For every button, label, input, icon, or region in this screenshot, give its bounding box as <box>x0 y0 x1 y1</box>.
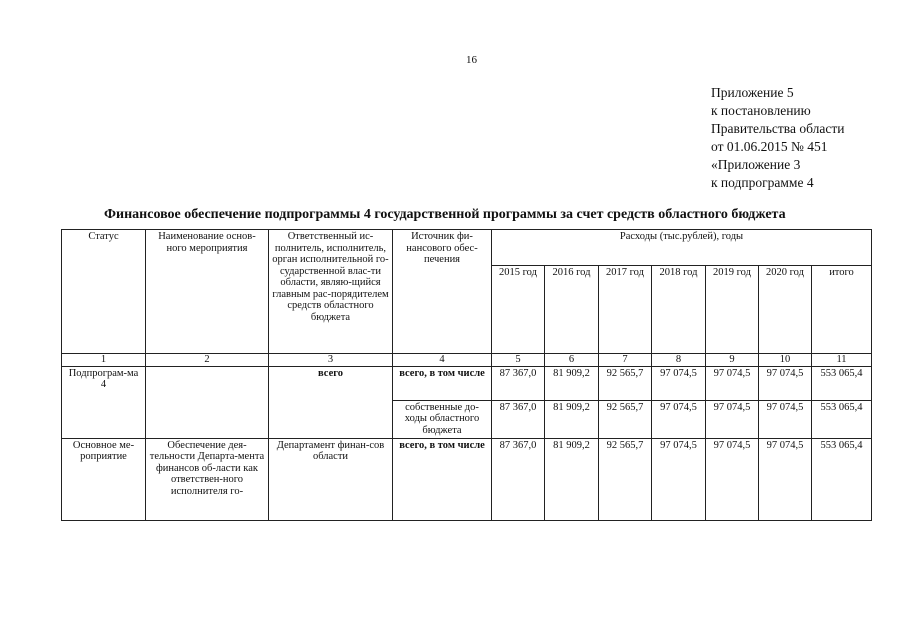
value-cell: 97 074,5 <box>706 366 759 400</box>
row-event <box>146 366 269 438</box>
header-year: 2017 год <box>599 266 652 354</box>
appendix-line: к постановлению <box>711 103 811 118</box>
total-cell: 553 065,4 <box>812 438 872 520</box>
table-row <box>62 438 872 520</box>
header-executor: Ответственный ис-полнитель, исполнитель, орган исполнительной го-сударственной влас-ти области, являю-щийся главным рас-порядителем средств областного бюджета <box>269 230 393 354</box>
value-cell: 92 565,7 <box>599 366 652 400</box>
value-cell: 92 565,7 <box>599 400 652 438</box>
value-cell: 97 074,5 <box>759 438 812 520</box>
header-source: Источник фи-нансового обес-печения <box>393 230 492 354</box>
header-status: Статус <box>62 230 146 354</box>
value-cell: 97 074,5 <box>706 400 759 438</box>
row-executor: всего <box>269 366 393 438</box>
header-year: 2016 год <box>545 266 599 354</box>
column-number: 4 <box>393 354 492 367</box>
value-cell: 87 367,0 <box>492 438 545 520</box>
value-cell: 97 074,5 <box>706 438 759 520</box>
row-source: всего, в том числе <box>393 366 492 400</box>
total-cell: 553 065,4 <box>812 366 872 400</box>
value-cell: 97 074,5 <box>652 400 706 438</box>
row-event: Обеспечение дея-тельности Департа-мента финансов об-ласти как ответствен-ного исполнителя го- <box>146 438 269 520</box>
value-cell: 81 909,2 <box>545 438 599 520</box>
column-number-row <box>62 354 872 367</box>
appendix-line: от 01.06.2015 № 451 <box>711 139 828 154</box>
row-source: всего, в том числе <box>393 438 492 520</box>
column-number: 10 <box>759 354 812 367</box>
row-source: собственные до-ходы областного бюджета <box>393 400 492 438</box>
table-row <box>62 366 872 400</box>
value-cell: 87 367,0 <box>492 366 545 400</box>
column-number: 7 <box>599 354 652 367</box>
header-row-top <box>62 230 872 266</box>
header-year: 2015 год <box>492 266 545 354</box>
column-number: 9 <box>706 354 759 367</box>
appendix-block <box>711 84 844 192</box>
document-title: Финансовое обеспечение подпрограммы 4 государственной программы за счет средств областного бюджета <box>104 207 786 222</box>
value-cell: 92 565,7 <box>599 438 652 520</box>
financing-table <box>61 229 872 521</box>
header-expenses: Расходы (тыс.рублей), годы <box>492 230 872 266</box>
appendix-line: Правительства области <box>711 121 845 136</box>
header-year: 2020 год <box>759 266 812 354</box>
header-year: 2019 год <box>706 266 759 354</box>
column-number: 5 <box>492 354 545 367</box>
value-cell: 87 367,0 <box>492 400 545 438</box>
total-cell: 553 065,4 <box>812 400 872 438</box>
value-cell: 97 074,5 <box>652 366 706 400</box>
appendix-line: Приложение 5 <box>711 85 794 100</box>
row-status: Подпрограм-ма 4 <box>62 366 146 438</box>
appendix-line: «Приложение 3 <box>711 157 801 172</box>
header-total: итого <box>812 266 872 354</box>
column-number: 8 <box>652 354 706 367</box>
column-number: 1 <box>62 354 146 367</box>
header-year: 2018 год <box>652 266 706 354</box>
row-executor: Департамент финан-сов области <box>269 438 393 520</box>
header-event: Наименование основ-ного мероприятия <box>146 230 269 354</box>
appendix-line: к подпрограмме 4 <box>711 175 814 190</box>
value-cell: 97 074,5 <box>759 400 812 438</box>
column-number: 11 <box>812 354 872 367</box>
value-cell: 81 909,2 <box>545 366 599 400</box>
column-number: 6 <box>545 354 599 367</box>
row-status: Основное ме-роприятие <box>62 438 146 520</box>
value-cell: 97 074,5 <box>652 438 706 520</box>
page-number: 16 <box>466 54 477 66</box>
column-number: 3 <box>269 354 393 367</box>
value-cell: 97 074,5 <box>759 366 812 400</box>
column-number: 2 <box>146 354 269 367</box>
value-cell: 81 909,2 <box>545 400 599 438</box>
